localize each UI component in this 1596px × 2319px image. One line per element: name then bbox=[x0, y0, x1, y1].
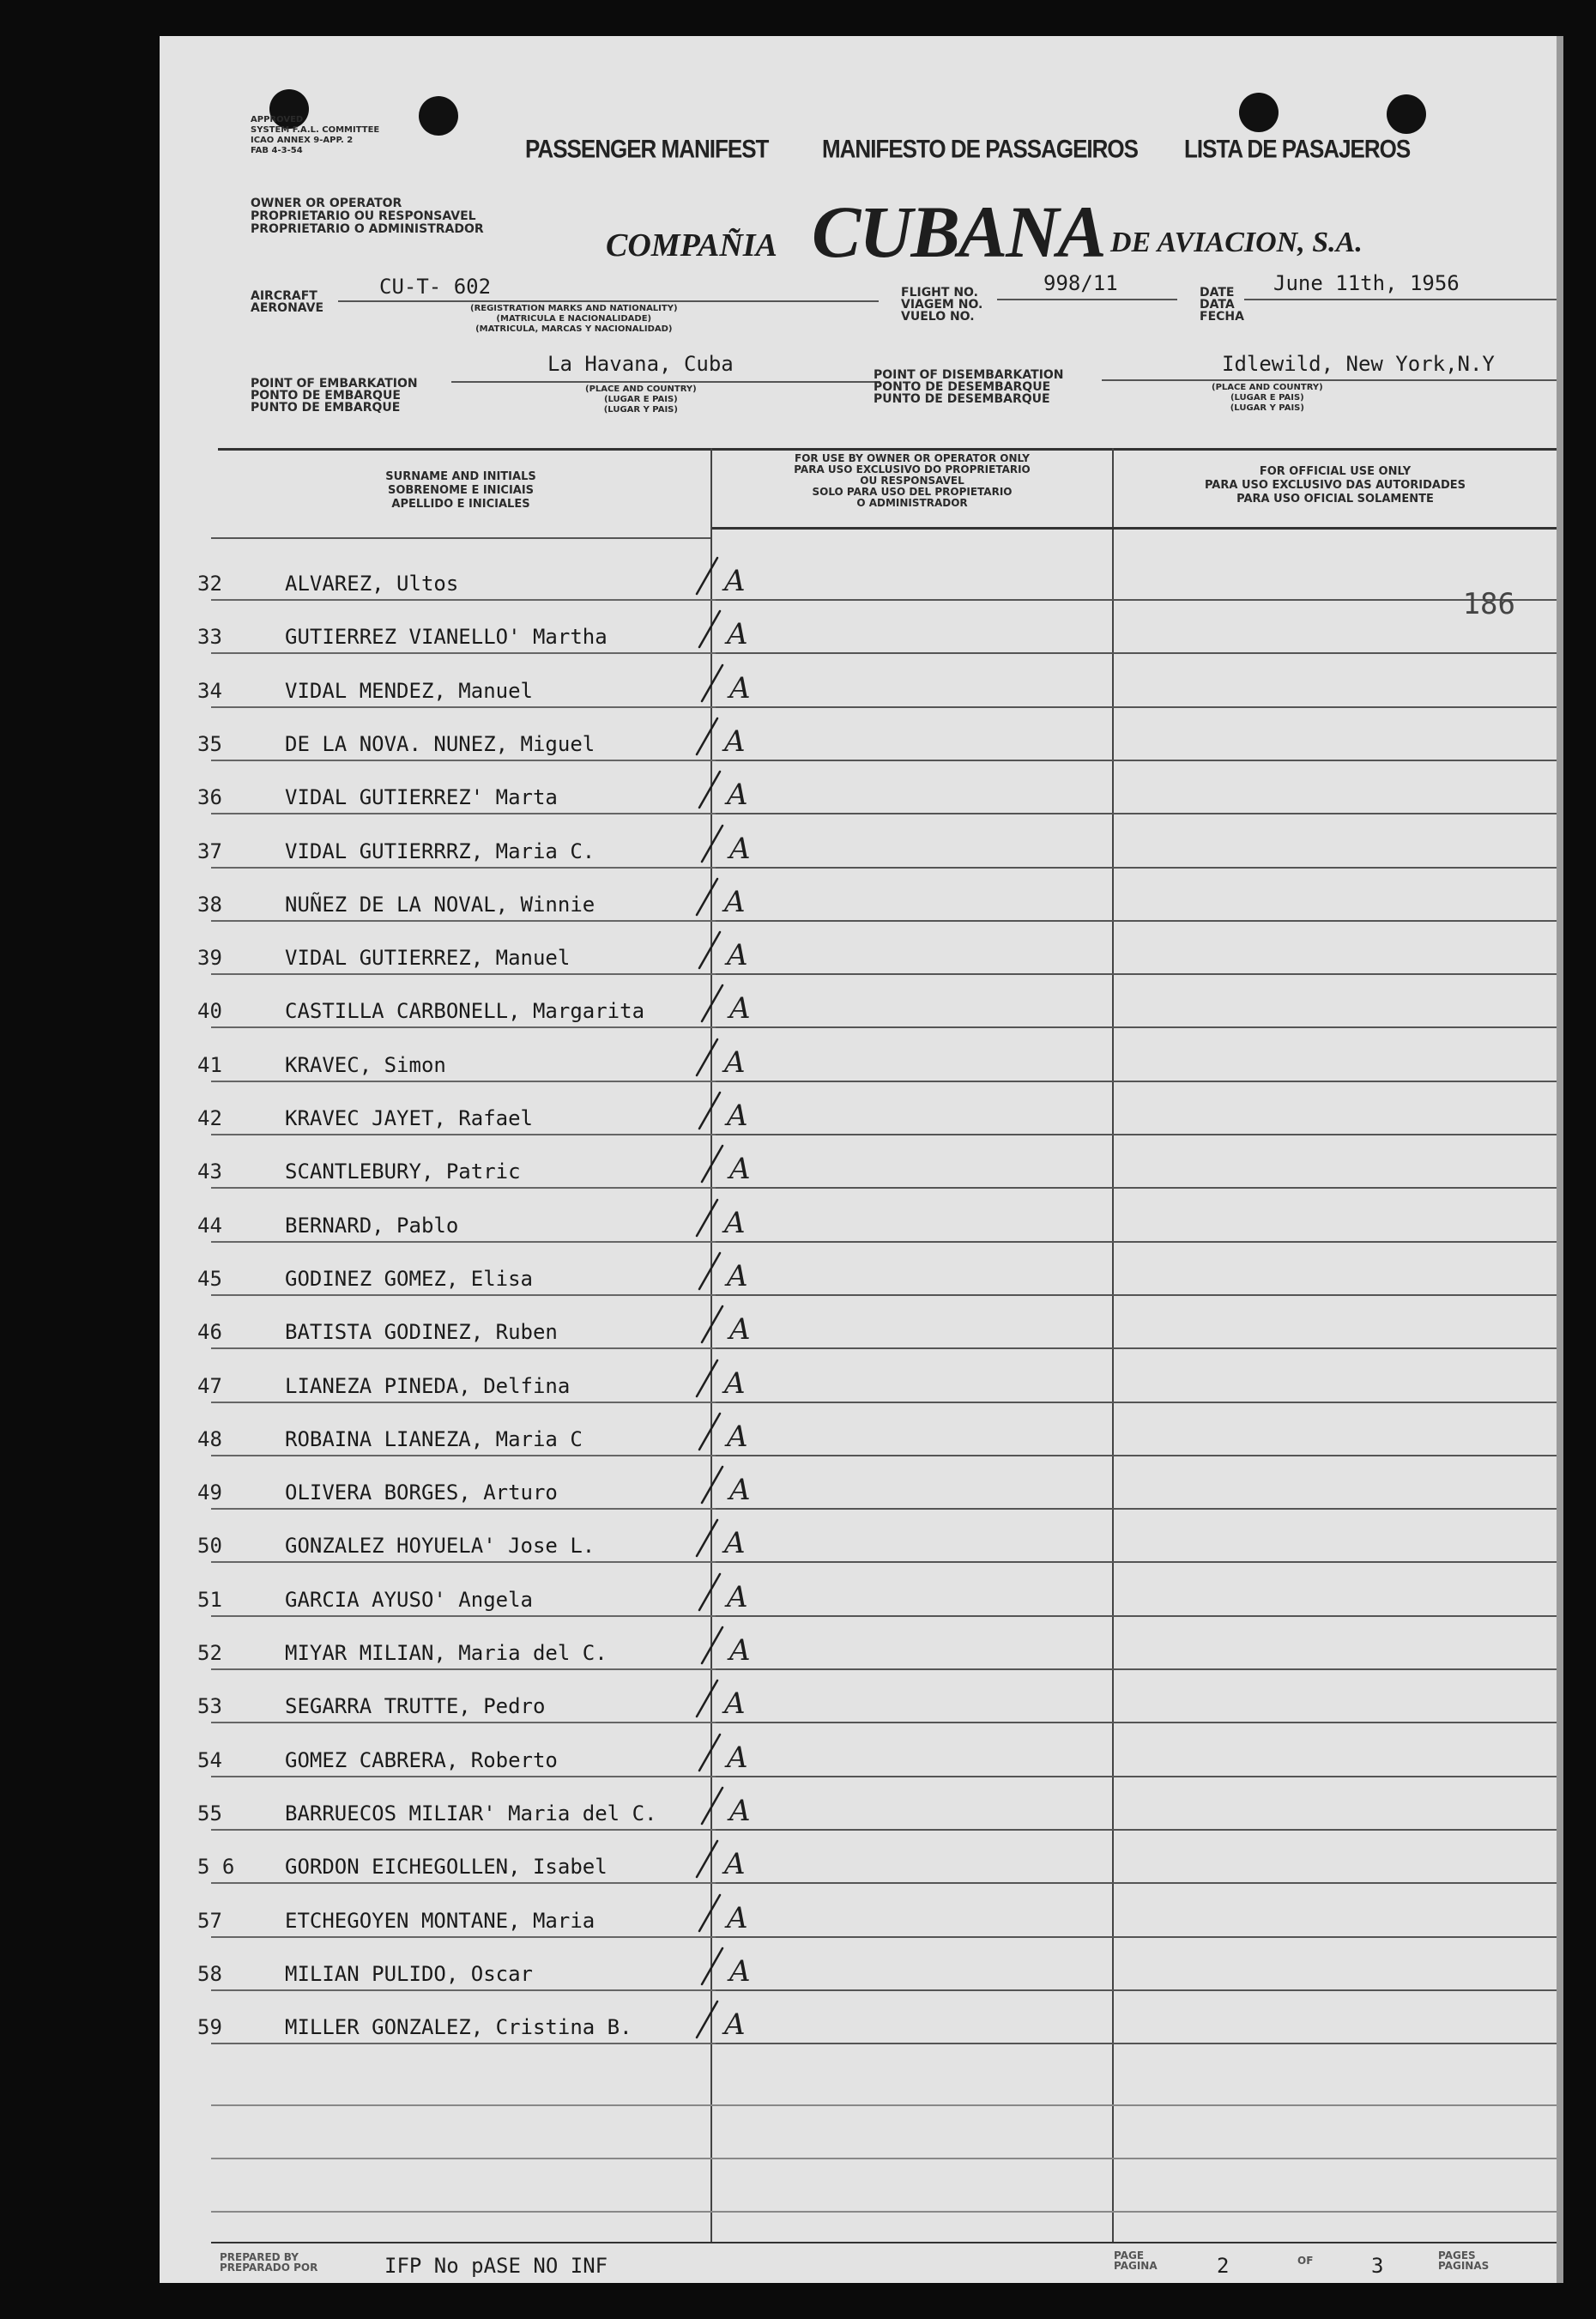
handwritten-check-mark bbox=[692, 1943, 769, 1988]
row-number: 32 bbox=[197, 572, 222, 596]
table-row bbox=[160, 1456, 1557, 1510]
table-row bbox=[160, 587, 1557, 654]
handwritten-check-mark bbox=[692, 927, 769, 972]
row-number: 33 bbox=[197, 625, 222, 650]
blank-row-line bbox=[211, 2158, 1557, 2159]
handwritten-check-mark bbox=[692, 1408, 769, 1453]
handwritten-check-mark bbox=[692, 1195, 769, 1239]
mark-letter: A bbox=[729, 1793, 751, 1827]
aircraft-value: CU-T- 602 bbox=[379, 275, 492, 299]
row-number: 59 bbox=[197, 2015, 222, 2040]
prepared-by-label: PREPARED BY PREPARADO POR bbox=[220, 2251, 318, 2274]
passenger-name: BERNARD, Pablo bbox=[285, 1213, 459, 1238]
mark-letter: A bbox=[724, 1205, 746, 1239]
passenger-name: LIANEZA PINEDA, Delfina bbox=[285, 1373, 571, 1398]
row-number: 39 bbox=[197, 946, 222, 971]
table-row bbox=[160, 1564, 1557, 1617]
passenger-name: VIDAL GUTIERREZ' Marta bbox=[285, 785, 558, 810]
handwritten-check-mark bbox=[692, 1622, 769, 1667]
handwritten-check-mark bbox=[692, 1729, 769, 1774]
mark-letter: A bbox=[729, 670, 751, 705]
slash-icon bbox=[692, 1569, 769, 1614]
of-value: 3 bbox=[1371, 2254, 1384, 2278]
row-number: 37 bbox=[197, 839, 222, 863]
slash-icon bbox=[692, 553, 769, 597]
embark-sublabels: (PLACE AND COUNTRY) (LUGAR E PAIS) (LUGAR Y PAIS) bbox=[585, 384, 697, 415]
slash-icon bbox=[692, 1622, 769, 1667]
mark-letter: A bbox=[724, 1365, 746, 1400]
mark-letter: A bbox=[724, 1847, 746, 1881]
table-row bbox=[160, 1029, 1557, 1082]
mark-letter: A bbox=[729, 1473, 751, 1507]
slash-icon bbox=[692, 1996, 769, 2041]
mark-letter: A bbox=[724, 1044, 746, 1079]
row-number: 50 bbox=[197, 1534, 222, 1559]
table-row bbox=[160, 1670, 1557, 1723]
passenger-name: KRAVEC JAYET, Rafael bbox=[285, 1106, 533, 1130]
mark-letter: A bbox=[727, 1419, 748, 1453]
approval-block: APPROVED SYSTEM F.A.L. COMMITTEE ICAO ANNEX 9-APP. 2 FAB 4-3-54 bbox=[251, 115, 380, 155]
row-rule bbox=[716, 2043, 1557, 2044]
table-bottom-rule bbox=[211, 2242, 1557, 2243]
row-number: 35 bbox=[197, 731, 222, 756]
row-number: 46 bbox=[197, 1320, 222, 1345]
header-bottom-rule-right bbox=[712, 527, 1557, 530]
mark-letter: A bbox=[727, 1258, 748, 1293]
slash-icon bbox=[692, 820, 769, 865]
flight-label: FLIGHT NO. VIAGEM NO. VUELO NO. bbox=[901, 286, 983, 324]
table-row bbox=[160, 1350, 1557, 1403]
mark-letter: A bbox=[727, 1579, 748, 1614]
page-edge bbox=[1557, 36, 1563, 2283]
table-row bbox=[160, 1724, 1557, 1777]
disembark-sublabels: (PLACE AND COUNTRY) (LUGAR E PAIS) (LUGAR Y PAIS) bbox=[1212, 383, 1323, 413]
mark-letter: A bbox=[729, 831, 751, 865]
table-row bbox=[160, 1938, 1557, 1991]
punch-hole bbox=[1239, 93, 1279, 132]
slash-icon bbox=[692, 1836, 769, 1880]
passenger-name: MIYAR MILIAN, Maria del C. bbox=[285, 1641, 608, 1665]
row-number: 43 bbox=[197, 1160, 222, 1184]
table-row bbox=[160, 869, 1557, 922]
of-label: OF bbox=[1297, 2255, 1314, 2267]
handwritten-check-mark bbox=[692, 1141, 769, 1185]
mark-letter: A bbox=[727, 1900, 748, 1935]
passenger-name: GONZALEZ HOYUELA' Jose L. bbox=[285, 1534, 595, 1559]
slash-icon bbox=[692, 1462, 769, 1506]
passenger-name: DE LA NOVA. NUNEZ, Miguel bbox=[285, 731, 595, 756]
handwritten-check-mark bbox=[692, 1890, 769, 1935]
column-header-owner-use: FOR USE BY OWNER OR OPERATOR ONLY PARA USO EXCLUSIVO DO PROPRIETARIO OU RESPONSAVEL SOLO PARA USO DEL PROPIETARIO O ADMINISTRADOR bbox=[794, 452, 1031, 509]
mark-letter: A bbox=[729, 1152, 751, 1186]
handwritten-check-mark bbox=[692, 1087, 769, 1132]
passenger-name: VIDAL MENDEZ, Manuel bbox=[285, 678, 533, 703]
slash-icon bbox=[692, 1355, 769, 1400]
slash-icon bbox=[692, 606, 769, 651]
title-english: PASSENGER MANIFEST bbox=[525, 133, 769, 164]
table-row bbox=[160, 548, 1557, 601]
row-number: 45 bbox=[197, 1266, 222, 1291]
passenger-name: GOMEZ CABRERA, Roberto bbox=[285, 1747, 558, 1772]
table-row bbox=[160, 815, 1557, 869]
slash-icon bbox=[692, 1195, 769, 1239]
slash-icon bbox=[692, 980, 769, 1025]
passenger-name: BARRUECOS MILIAR' Maria del C. bbox=[285, 1801, 657, 1826]
slash-icon bbox=[692, 1783, 769, 1827]
row-number: 48 bbox=[197, 1426, 222, 1451]
embark-label: POINT OF EMBARKATION PONTO DE EMBARQUE PUNTO DE EMBARQUE bbox=[251, 377, 418, 415]
mark-letter: A bbox=[727, 1099, 748, 1132]
table-row bbox=[160, 1510, 1557, 1563]
passenger-name: ETCHEGOYEN MONTANE, Maria bbox=[285, 1908, 595, 1933]
passenger-name: BATISTA GODINEZ, Ruben bbox=[285, 1320, 558, 1345]
blank-row-line bbox=[211, 2104, 1557, 2106]
row-number: 44 bbox=[197, 1213, 222, 1238]
handwritten-check-mark bbox=[692, 766, 769, 811]
embark-rule bbox=[451, 381, 880, 383]
table-row bbox=[160, 1991, 1557, 2044]
mark-letter: A bbox=[724, 2007, 746, 2042]
table-row bbox=[160, 1243, 1557, 1296]
passenger-name: KRAVEC, Simon bbox=[285, 1052, 446, 1077]
handwritten-check-mark bbox=[692, 1836, 769, 1880]
row-number: 36 bbox=[197, 785, 222, 810]
passenger-name: GUTIERREZ VIANELLO' Martha bbox=[285, 625, 608, 650]
row-rule bbox=[211, 2043, 793, 2044]
row-number: 47 bbox=[197, 1373, 222, 1398]
mark-letter: A bbox=[727, 938, 748, 972]
airline-suffix: DE AVIACION, S.A. bbox=[1110, 227, 1363, 258]
title-portuguese: MANIFESTO DE PASSAGEIROS bbox=[822, 133, 1138, 164]
table-row bbox=[160, 1777, 1557, 1831]
mark-letter: A bbox=[729, 1312, 751, 1347]
passenger-name: MILIAN PULIDO, Oscar bbox=[285, 1961, 533, 1986]
slash-icon bbox=[692, 1087, 769, 1132]
mark-letter: A bbox=[729, 1633, 751, 1667]
slash-icon bbox=[692, 1034, 769, 1079]
mark-letter: A bbox=[729, 991, 751, 1026]
flight-rule bbox=[997, 299, 1177, 300]
handwritten-check-mark bbox=[692, 1248, 769, 1293]
aircraft-label: AIRCRAFT AERONAVE bbox=[251, 289, 324, 315]
owner-labels: OWNER OR OPERATOR PROPRIETARIO OU RESPONSAVEL PROPRIETARIO O ADMINISTRADOR bbox=[251, 197, 484, 236]
slash-icon bbox=[692, 1515, 769, 1559]
row-number: 57 bbox=[197, 1908, 222, 1933]
column-header-official-use: FOR OFFICIAL USE ONLY PARA USO EXCLUSIVO DAS AUTORIDADES PARA USO OFICIAL SOLAMENTE bbox=[1204, 465, 1466, 506]
handwritten-check-mark bbox=[692, 606, 769, 651]
row-number: 51 bbox=[197, 1587, 222, 1612]
embark-value: La Havana, Cuba bbox=[547, 352, 734, 376]
punch-hole bbox=[419, 96, 458, 136]
slash-icon bbox=[692, 1408, 769, 1453]
header-bottom-rule-left bbox=[211, 537, 710, 539]
aircraft-sublabels: (REGISTRATION MARKS AND NATIONALITY) (MATRICULA E NACIONALIDADE) (MATRICULA, MARCAS Y NACIONALIDAD) bbox=[470, 304, 678, 334]
mark-letter: A bbox=[724, 1686, 746, 1721]
disembark-rule bbox=[1102, 379, 1557, 381]
row-number: 58 bbox=[197, 1961, 222, 1986]
page-label: PAGE PAGINA bbox=[1114, 2249, 1158, 2272]
handwritten-check-mark bbox=[692, 1675, 769, 1720]
passenger-name: CASTILLA CARBONELL, Margarita bbox=[285, 999, 645, 1024]
handwritten-check-mark bbox=[692, 1783, 769, 1827]
passenger-name: GODINEZ GOMEZ, Elisa bbox=[285, 1266, 533, 1291]
slash-icon bbox=[692, 927, 769, 972]
passenger-name: MILLER GONZALEZ, Cristina B. bbox=[285, 2015, 632, 2040]
blank-row-line bbox=[211, 2211, 1557, 2213]
mark-letter: A bbox=[724, 564, 746, 597]
slash-icon bbox=[692, 1141, 769, 1185]
date-label: DATE DATA FECHA bbox=[1200, 286, 1244, 324]
mark-letter: A bbox=[727, 617, 748, 651]
table-row bbox=[160, 922, 1557, 975]
pages-label: PAGES PAGINAS bbox=[1438, 2249, 1490, 2272]
slash-icon bbox=[692, 1729, 769, 1774]
handwritten-check-mark bbox=[692, 1569, 769, 1614]
slash-icon bbox=[692, 1675, 769, 1720]
table-row bbox=[160, 1082, 1557, 1135]
row-number: 55 bbox=[197, 1801, 222, 1826]
mark-letter: A bbox=[724, 1526, 746, 1560]
table-row bbox=[160, 1617, 1557, 1670]
disembark-label: POINT OF DISEMBARKATION PONTO DE DESEMBARQUE PUNTO DE DESEMBARQUE bbox=[874, 368, 1064, 406]
table-row bbox=[160, 1403, 1557, 1456]
slash-icon bbox=[692, 713, 769, 758]
table-row bbox=[160, 708, 1557, 761]
passenger-name: ROBAINA LIANEZA, Maria C bbox=[285, 1426, 583, 1451]
slash-icon bbox=[692, 1943, 769, 1988]
slash-icon bbox=[692, 1301, 769, 1346]
footer-note: IFP No pASE NO INF bbox=[384, 2254, 608, 2278]
handwritten-check-mark bbox=[692, 553, 769, 597]
slash-icon bbox=[692, 660, 769, 705]
table-top-rule bbox=[218, 448, 1557, 451]
table-row bbox=[160, 1885, 1557, 1938]
row-number: 53 bbox=[197, 1694, 222, 1719]
row-number: 54 bbox=[197, 1747, 222, 1772]
handwritten-check-mark bbox=[692, 1355, 769, 1400]
table-row bbox=[160, 1190, 1557, 1243]
mark-letter: A bbox=[729, 1953, 751, 1988]
stamp-number: 186 bbox=[1462, 587, 1515, 622]
column-header-surname: SURNAME AND INITIALS SOBRENOME E INICIAIS APELLIDO E INICIALES bbox=[385, 470, 536, 511]
handwritten-check-mark bbox=[692, 1301, 769, 1346]
handwritten-check-mark bbox=[692, 713, 769, 758]
passenger-name: GARCIA AYUSO' Angela bbox=[285, 1587, 533, 1612]
airline-prefix: COMPAÑIA bbox=[606, 227, 777, 263]
disembark-value: Idlewild, New York,N.Y bbox=[1222, 352, 1495, 376]
date-rule bbox=[1244, 299, 1557, 300]
table-row bbox=[160, 761, 1557, 814]
punch-hole bbox=[1387, 94, 1426, 134]
row-number: 5 6 bbox=[197, 1855, 235, 1880]
row-number: 41 bbox=[197, 1052, 222, 1077]
passenger-name: GORDON EICHEGOLLEN, Isabel bbox=[285, 1855, 608, 1880]
table-row bbox=[160, 1296, 1557, 1349]
handwritten-check-mark bbox=[692, 980, 769, 1025]
row-number: 40 bbox=[197, 999, 222, 1024]
manifest-page bbox=[160, 36, 1557, 2283]
mark-letter: A bbox=[727, 778, 748, 812]
flight-value: 998/11 bbox=[1043, 271, 1118, 295]
title-spanish: LISTA DE PASAJEROS bbox=[1184, 133, 1411, 164]
row-number: 34 bbox=[197, 678, 222, 703]
passenger-name: SCANTLEBURY, Patric bbox=[285, 1160, 521, 1184]
passenger-name: OLIVERA BORGES, Arturo bbox=[285, 1480, 558, 1505]
passenger-name: ALVAREZ, Ultos bbox=[285, 572, 459, 596]
aircraft-rule bbox=[338, 300, 879, 302]
slash-icon bbox=[692, 766, 769, 811]
handwritten-check-mark bbox=[692, 1996, 769, 2041]
passenger-name: VIDAL GUTIERRRZ, Maria C. bbox=[285, 839, 595, 863]
slash-icon bbox=[692, 1890, 769, 1935]
row-number: 52 bbox=[197, 1641, 222, 1665]
mark-letter: A bbox=[727, 1740, 748, 1774]
mark-letter: A bbox=[724, 884, 746, 918]
airline-main: CUBANA bbox=[812, 191, 1105, 273]
handwritten-check-mark bbox=[692, 1034, 769, 1079]
table-row bbox=[160, 1831, 1557, 1884]
page-value: 2 bbox=[1217, 2254, 1230, 2278]
passenger-name: SEGARRA TRUTTE, Pedro bbox=[285, 1694, 546, 1719]
row-number: 38 bbox=[197, 892, 222, 917]
date-value: June 11th, 1956 bbox=[1273, 271, 1460, 295]
passenger-name: NUÑEZ DE LA NOVAL, Winnie bbox=[285, 892, 595, 917]
slash-icon bbox=[692, 1248, 769, 1293]
table-row bbox=[160, 1135, 1557, 1189]
mark-letter: A bbox=[724, 724, 746, 758]
table-row bbox=[160, 655, 1557, 708]
row-number: 49 bbox=[197, 1480, 222, 1505]
passenger-name: VIDAL GUTIERREZ, Manuel bbox=[285, 946, 571, 971]
handwritten-check-mark bbox=[692, 1462, 769, 1506]
slash-icon bbox=[692, 874, 769, 918]
table-row bbox=[160, 975, 1557, 1028]
row-number: 42 bbox=[197, 1106, 222, 1130]
handwritten-check-mark bbox=[692, 1515, 769, 1559]
handwritten-check-mark bbox=[692, 820, 769, 865]
handwritten-check-mark bbox=[692, 874, 769, 918]
handwritten-check-mark bbox=[692, 660, 769, 705]
